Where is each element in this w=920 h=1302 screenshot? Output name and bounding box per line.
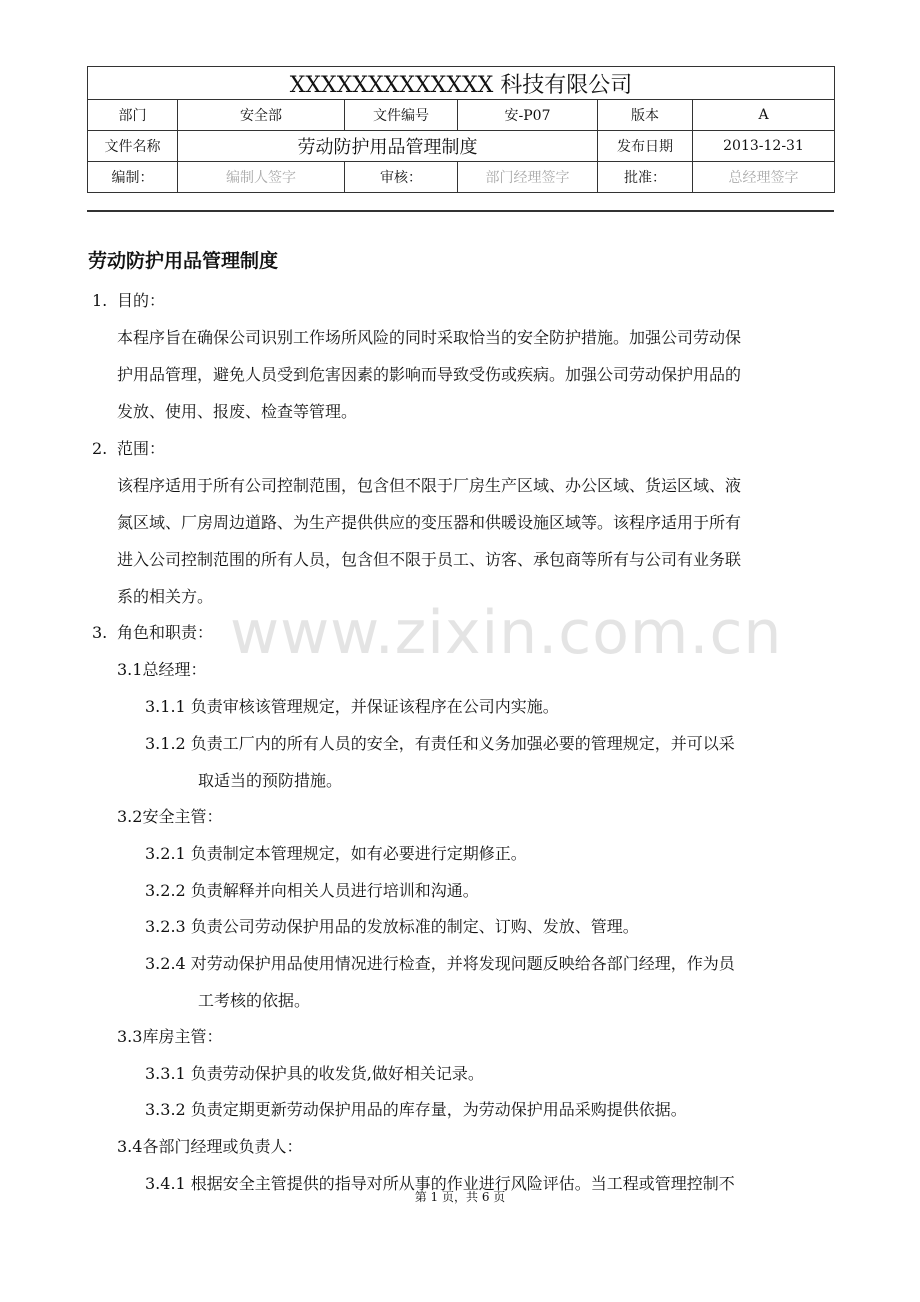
body-text: 本程序旨在确保公司识别工作场所风险的同时采取恰当的安全防护措施。加强公司劳动保 (117, 328, 742, 347)
body-text: 3.3.1 负责劳动保护具的收发货,做好相关记录。 (145, 1064, 484, 1083)
body-text: 3.4.1 根据安全主管提供的指导对所从事的作业进行风险评估。当工程或管理控制不 (145, 1174, 735, 1193)
body-line (117, 399, 357, 422)
page-footer: 第 1 页，共 6 页 (414, 1190, 506, 1204)
body-text: 3.4各部门经理或负责人： (117, 1137, 303, 1156)
company-name: XXXXXXXXXXXXX 科技有限公司 (88, 67, 835, 100)
body-text: 发放、使用、报废、检查等管理。 (117, 402, 358, 421)
body-line (145, 878, 479, 901)
file-name-value: 劳动防护用品管理制度 (178, 131, 598, 162)
body-text: 3.2.1 负责制定本管理规定，如有必要进行定期修正。 (145, 844, 527, 863)
body-line (145, 841, 527, 864)
body-line (117, 547, 741, 570)
section-heading: 角色和职责： (117, 623, 214, 642)
version-value: A (693, 100, 835, 131)
file-number-value: 安-P07 (458, 100, 598, 131)
section-heading: 目的： (117, 291, 166, 310)
body-line (145, 951, 735, 974)
body-line (198, 988, 310, 1011)
header-divider (87, 210, 834, 212)
body-line (117, 362, 741, 385)
body-text: 该程序适用于所有公司控制范围，包含但不限于厂房生产区域、办公区域、货运区域、液 (117, 476, 742, 495)
body-line (198, 768, 342, 791)
body-text: 工考核的依据。 (198, 991, 311, 1010)
body-text: 氮区域、厂房周边道路、为生产提供供应的变压器和供暖设施区域等。该程序适用于所有 (117, 513, 742, 532)
body-line (92, 620, 213, 643)
body-line (145, 694, 559, 717)
prepared-by-signature: 编制人签字 (178, 162, 345, 193)
body-line (117, 584, 213, 607)
dept-label: 部门 (88, 100, 178, 131)
body-line (117, 1134, 302, 1157)
body-text: 3.3.2 负责定期更新劳动保护用品的库存量，为劳动保护用品采购提供依据。 (145, 1100, 687, 1119)
publish-date-label: 发布日期 (598, 131, 693, 162)
dept-value: 安全部 (178, 100, 345, 131)
body-line (117, 1024, 222, 1047)
body-text: 3.2.2 负责解释并向相关人员进行培训和沟通。 (145, 881, 479, 900)
publish-date-value: 2013-12-31 (693, 131, 835, 162)
reviewed-by-signature: 部门经理签字 (458, 162, 598, 193)
body-text: 3.2.3 负责公司劳动保护用品的发放标准的制定、订购、发放、管理。 (145, 917, 639, 936)
body-text: 取适当的预防措施。 (198, 771, 343, 790)
body-line (117, 657, 206, 680)
document-title: 劳动防护用品管理制度 (88, 250, 279, 272)
body-line (145, 1097, 687, 1120)
version-label: 版本 (598, 100, 693, 131)
file-number-label: 文件编号 (345, 100, 458, 131)
document-header-table (87, 66, 835, 193)
body-text: 3.1.1 负责审核该管理规定，并保证该程序在公司内实施。 (145, 697, 559, 716)
section-number: 3. (92, 623, 108, 642)
body-line (117, 804, 222, 827)
approved-by-label: 批准： (598, 162, 693, 193)
body-line (145, 1061, 484, 1084)
body-text: 3.3库房主管： (117, 1027, 223, 1046)
body-line (117, 510, 741, 533)
body-text: 3.1.2 负责工厂内的所有人员的安全，有责任和义务加强必要的管理规定，并可以采 (145, 734, 735, 753)
body-line (92, 436, 165, 459)
reviewed-by-label: 审核： (345, 162, 458, 193)
body-line (145, 914, 639, 937)
body-text: 3.2.4 对劳动保护用品使用情况进行检查，并将发现问题反映给各部门经理，作为员 (145, 954, 735, 973)
body-line (145, 731, 735, 754)
body-line (117, 325, 741, 348)
body-text: 护用品管理，避免人员受到危害因素的影响而导致受伤或疾病。加强公司劳动保护用品的 (117, 365, 742, 384)
watermark: www.zixin.com.cn (230, 598, 783, 668)
file-name-label: 文件名称 (88, 131, 178, 162)
prepared-by-label: 编制： (88, 162, 178, 193)
body-text: 进入公司控制范围的所有人员，包含但不限于员工、访客、承包商等所有与公司有业务联 (117, 550, 742, 569)
approved-by-signature: 总经理签字 (693, 162, 835, 193)
body-line (92, 288, 165, 311)
section-heading: 范围： (117, 439, 166, 458)
section-number: 1. (92, 291, 108, 310)
body-line (117, 473, 741, 496)
body-text: 3.2安全主管： (117, 807, 223, 826)
body-text: 系的相关方。 (117, 587, 214, 606)
section-number: 2. (92, 439, 108, 458)
body-text: 3.1总经理： (117, 660, 207, 679)
